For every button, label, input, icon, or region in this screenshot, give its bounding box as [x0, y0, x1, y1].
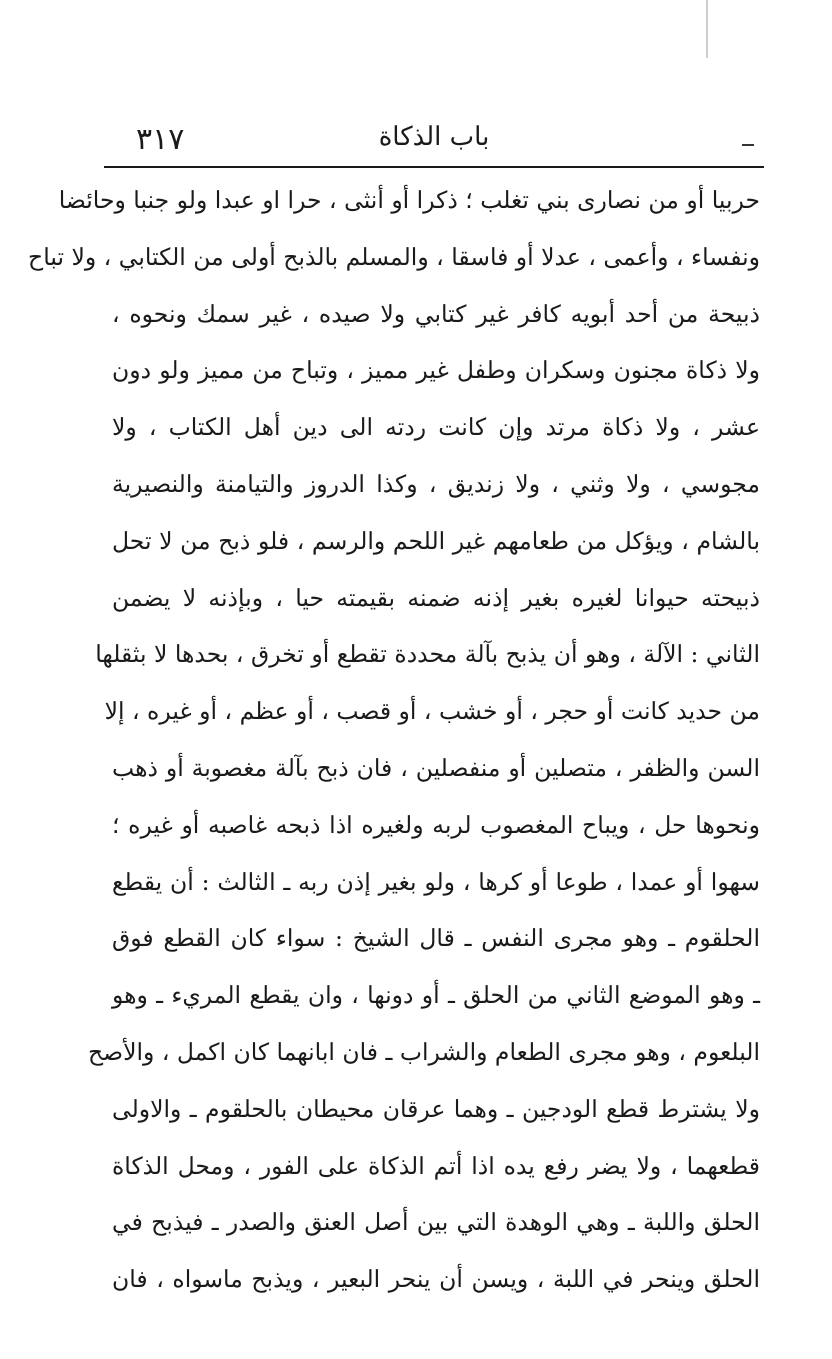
- text-line: السن والظفر ، متصلين أو منفصلين ، فان ذبح بآلة مغصوبة أو ذهب: [112, 753, 760, 782]
- page-number: ٣١٧: [136, 122, 185, 157]
- text-line: سهوا أو عمدا ، طوعا أو كرها ، ولو بغير إذن ربه ـ الثالث : أن يقطع: [112, 867, 760, 896]
- text-line: من حديد كانت أو حجر ، أو خشب ، أو قصب ، أو عظم ، أو غيره ، إلا: [104, 697, 760, 726]
- text-line: ونفساء ، وأعمى ، عدلا أو فاسقا ، والمسلم بالذبح أولى من الكتابي ، ولا تباح: [28, 242, 760, 271]
- header-tick-mark: [742, 144, 754, 146]
- body-text: [28, 172, 760, 1308]
- text-line: الحلق واللبة ـ وهي الوهدة التي بين أصل العنق والصدر ـ فيذبح في: [112, 1208, 760, 1237]
- text-line: الحلقوم ـ وهو مجرى النفس ـ قال الشيخ : سواء كان القطع فوق: [112, 924, 760, 953]
- running-header: [104, 118, 764, 162]
- text-line: ولا ذكاة مجنون وسكران وطفل غير مميز ، وتباح من مميز ولو دون: [112, 356, 760, 385]
- text-line: الحلق وينحر في اللبة ، ويسن أن ينحر البعير ، ويذبح ماسواه ، فان: [112, 1265, 760, 1294]
- text-line: البلعوم ، وهو مجرى الطعام والشراب ـ فان ابانهما كان اكمل ، والأصح: [87, 1037, 760, 1066]
- text-line: عشر ، ولا ذكاة مرتد وإن كانت ردته الى دين أهل الكتاب ، ولا: [112, 413, 760, 442]
- chapter-title: باب الذكاة: [378, 122, 490, 152]
- page-edge-mark: [706, 0, 708, 58]
- text-line: قطعهما ، ولا يضر رفع يده اذا أتم الذكاة على الفور ، ومحل الذكاة: [112, 1151, 760, 1180]
- text-line: حربيا أو من نصارى بني تغلب ؛ ذكرا أو أنثى ، حرا او عبدا ولو جنبا وحائضا: [58, 186, 760, 214]
- text-line: ذبيحة من أحد أبويه كافر غير كتابي ولا صيده ، غير سمك ونحوه ،: [112, 299, 760, 328]
- text-line: بالشام ، ويؤكل من طعامهم غير اللحم والرسم ، فلو ذبح من لا تحل: [112, 526, 760, 555]
- text-line: ذبيحته حيوانا لغيره بغير إذنه ضمنه بقيمته حيا ، وبإذنه لا يضمن: [112, 583, 760, 612]
- text-line: مجوسي ، ولا وثني ، ولا زنديق ، وكذا الدروز والتيامنة والنصيرية: [112, 469, 760, 498]
- text-line: الثاني : الآلة ، وهو أن يذبح بآلة محددة تقطع أو تخرق ، بحدها لا بثقلها: [95, 640, 760, 669]
- text-line: ونحوها حل ، ويباح المغصوب لربه ولغيره اذا ذبحه غاصبه أو غيره ؛: [112, 810, 760, 839]
- header-rule: [104, 166, 764, 168]
- text-line: ـ وهو الموضع الثاني من الحلق ـ أو دونها ، وان يقطع المريء ـ وهو: [112, 981, 760, 1010]
- text-line: ولا يشترط قطع الودجين ـ وهما عرقان محيطان بالحلقوم ـ والاولى: [112, 1094, 760, 1123]
